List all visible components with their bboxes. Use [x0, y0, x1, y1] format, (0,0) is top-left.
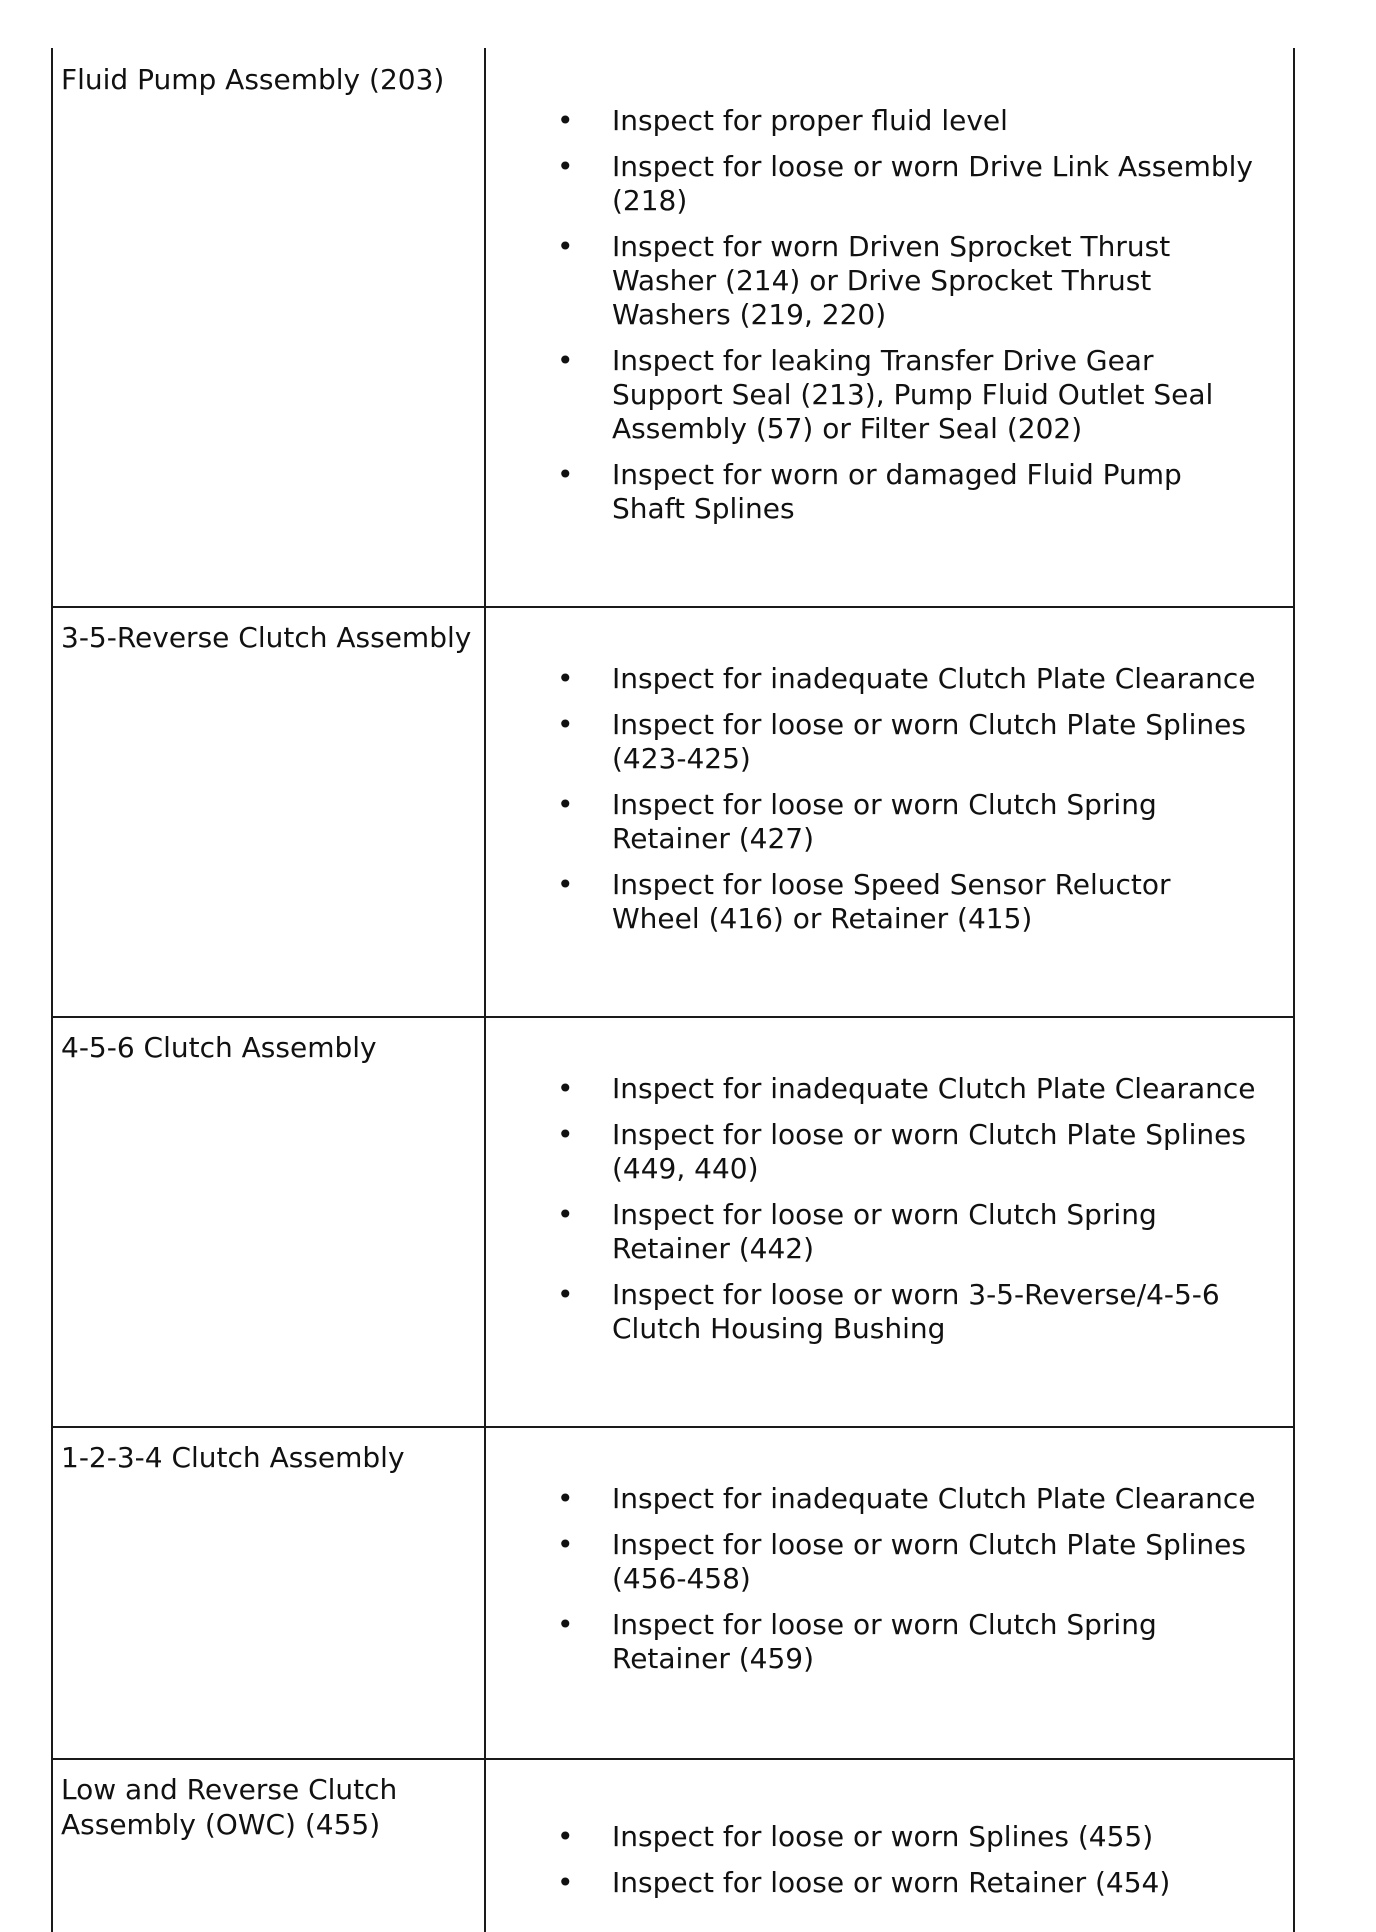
bullet-icon: •: [557, 1198, 574, 1231]
inspection-text: Inspect for loose Speed Sensor Reluctor Wheel (416) or Retainer (415): [612, 868, 1171, 935]
bullet-icon: •: [557, 1072, 574, 1105]
bullet-icon: •: [557, 868, 574, 901]
inspection-item: [502, 1866, 1262, 1900]
inspection-text: Inspect for worn Driven Sprocket Thrust Washer (214) or Drive Sprocket Thrust Washers (219, 220): [612, 230, 1171, 331]
table-row: [51, 1016, 1295, 1426]
inspection-text: Inspect for loose or worn Clutch Spring Retainer (442): [612, 1198, 1157, 1265]
inspection-text: Inspect for loose or worn Clutch Plate Splines (449, 440): [612, 1118, 1246, 1185]
inspection-item: [502, 788, 1262, 856]
component-name: 4-5-6 Clutch Assembly: [61, 1031, 377, 1064]
table-row: [51, 606, 1295, 1016]
inspection-text: Inspect for loose or worn Splines (455): [612, 1820, 1154, 1853]
component-name: Low and Reverse Clutch Assembly (OWC) (455): [61, 1773, 398, 1841]
inspection-text: Inspect for loose or worn Clutch Spring Retainer (459): [612, 1608, 1157, 1675]
bullet-icon: •: [557, 1820, 574, 1853]
inspection-text: Inspect for inadequate Clutch Plate Clearance: [612, 1482, 1256, 1515]
inspection-text: Inspect for loose or worn Clutch Plate Splines (423-425): [612, 708, 1246, 775]
component-name: 1-2-3-4 Clutch Assembly: [61, 1441, 405, 1474]
inspection-table: [51, 48, 1295, 1932]
inspection-text: Inspect for proper fluid level: [612, 104, 1008, 137]
inspection-item: [502, 1820, 1262, 1854]
inspection-item: [502, 344, 1262, 446]
inspection-text: Inspect for loose or worn Clutch Plate Splines (456-458): [612, 1528, 1246, 1595]
inspection-text: Inspect for loose or worn Drive Link Assembly (218): [612, 150, 1254, 217]
table-row: [51, 1426, 1295, 1758]
inspection-item: [502, 662, 1262, 696]
bullet-icon: •: [557, 788, 574, 821]
bullet-icon: •: [557, 104, 574, 137]
inspection-item: [502, 230, 1262, 332]
bullet-icon: •: [557, 1866, 574, 1899]
inspection-item: [502, 1118, 1262, 1186]
inspection-text: Inspect for loose or worn Clutch Spring Retainer (427): [612, 788, 1157, 855]
inspection-item: [502, 1072, 1262, 1106]
inspection-list: [502, 1820, 1262, 1912]
bullet-icon: •: [557, 1278, 574, 1311]
inspection-list: [502, 1072, 1262, 1358]
inspection-item: [502, 1198, 1262, 1266]
bullet-icon: •: [557, 458, 574, 491]
component-name: 3-5-Reverse Clutch Assembly: [61, 621, 472, 654]
bullet-icon: •: [557, 1118, 574, 1151]
inspection-text: Inspect for worn or damaged Fluid Pump Shaft Splines: [612, 458, 1182, 525]
bullet-icon: •: [557, 1528, 574, 1561]
inspection-text: Inspect for inadequate Clutch Plate Clearance: [612, 1072, 1256, 1105]
bullet-icon: •: [557, 230, 574, 263]
inspection-item: [502, 708, 1262, 776]
inspection-item: [502, 1278, 1262, 1346]
inspection-list: [502, 1482, 1262, 1688]
inspection-text: Inspect for inadequate Clutch Plate Clearance: [612, 662, 1256, 695]
inspection-item: [502, 104, 1262, 138]
inspection-item: [502, 1528, 1262, 1596]
inspection-item: [502, 458, 1262, 526]
bullet-icon: •: [557, 662, 574, 695]
inspection-list: [502, 662, 1262, 948]
inspection-text: Inspect for loose or worn Retainer (454): [612, 1866, 1171, 1899]
bullet-icon: •: [557, 150, 574, 183]
bullet-icon: •: [557, 1482, 574, 1515]
inspection-text: Inspect for leaking Transfer Drive Gear Support Seal (213), Pump Fluid Outlet Seal Assembly (57) or Filter Seal (202): [612, 344, 1214, 445]
bullet-icon: •: [557, 1608, 574, 1641]
inspection-item: [502, 1608, 1262, 1676]
inspection-item: [502, 868, 1262, 936]
inspection-item: [502, 1482, 1262, 1516]
inspection-text: Inspect for loose or worn 3-5-Reverse/4-5-6 Clutch Housing Bushing: [612, 1278, 1220, 1345]
table-row: [51, 1758, 1295, 1932]
inspection-list: [502, 104, 1262, 538]
inspection-item: [502, 150, 1262, 218]
component-name: Fluid Pump Assembly (203): [61, 63, 445, 96]
bullet-icon: •: [557, 708, 574, 741]
bullet-icon: •: [557, 344, 574, 377]
table-row: [51, 48, 1295, 606]
